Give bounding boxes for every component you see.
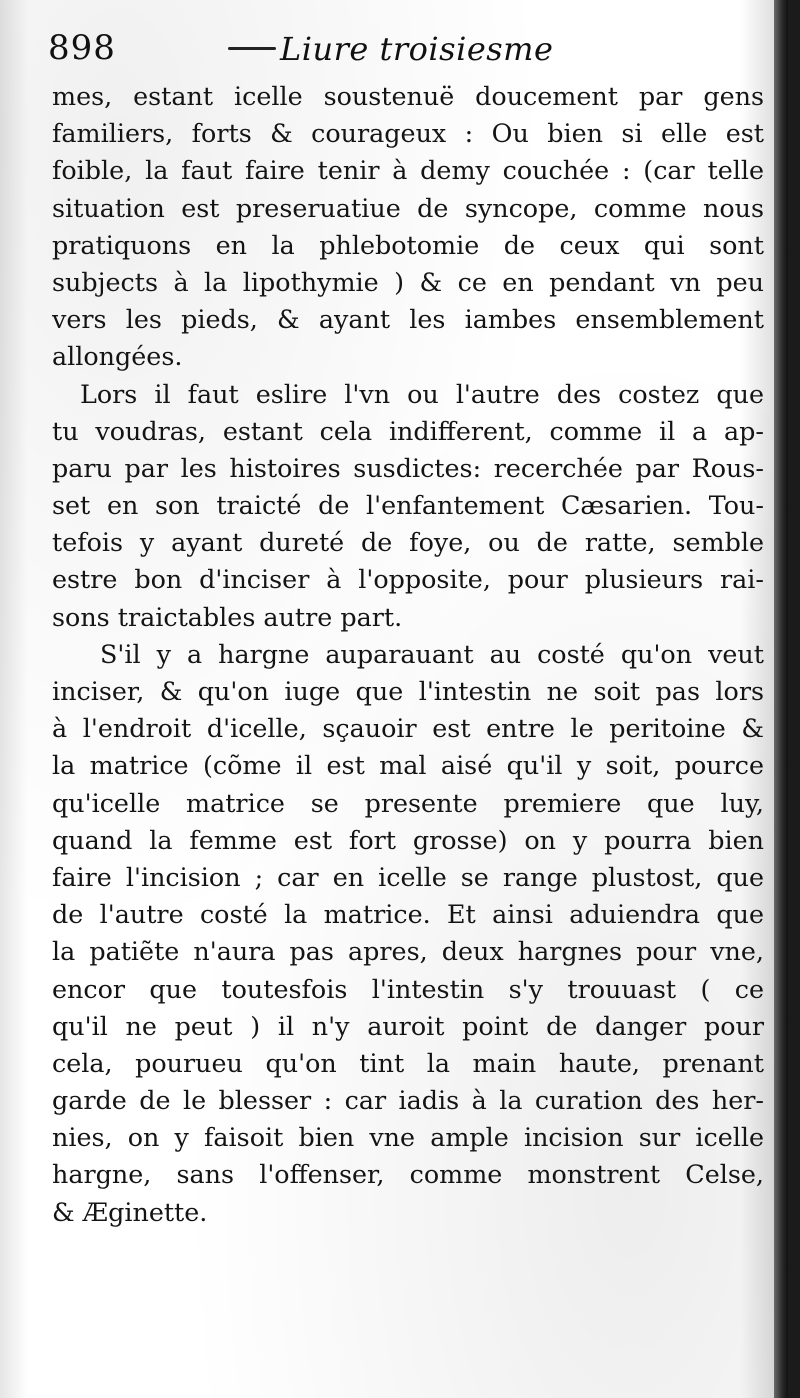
text-line: la patiẽte n'aura pas apres, deux hargnes pour vne, <box>52 936 764 967</box>
text-line: inciser, & qu'on iuge que l'intestin ne soit pas lors <box>52 676 764 706</box>
page-edge-shadow <box>774 0 788 1398</box>
text-line: pratiquons en la phlebotomie de ceux qui sont <box>52 229 764 260</box>
text-line: cela, pourueu qu'on tint la main haute, prenant <box>52 1047 764 1078</box>
text-line: tefois y ayant dureté de foye, ou de ratte, semble <box>52 527 764 558</box>
text-line: de l'autre costé la matrice. Et ainsi aduiendra que <box>52 899 764 930</box>
text-line: qu'icelle matrice se presente premiere que luy, <box>52 787 764 818</box>
text-line: qu'il ne peut ) il n'y auroit point de danger pour <box>52 1010 764 1041</box>
text-line: hargne, sans l'offenser, comme monstrent Celse, <box>52 1159 764 1190</box>
header-ornament <box>228 47 276 50</box>
text-line: faire l'incision ; car en icelle se range plustost, que <box>52 861 764 892</box>
text-line: foible, la faut faire tenir à demy couchée : (car telle <box>52 155 764 186</box>
text-line: mes, estant icelle soustenuë doucement par gens <box>52 81 764 111</box>
text-line: familiers, forts & courageux : Ou bien si elle est <box>52 118 764 149</box>
text-line: nies, on y faisoit bien vne ample incision sur icelle <box>52 1122 764 1153</box>
text-line: encor que toutesfois l'intestin s'y trouuast ( ce <box>52 973 764 1004</box>
body-text <box>52 78 764 1231</box>
text-line: la matrice (cõme il est mal aisé qu'il y soit, pource <box>52 750 764 781</box>
page-number: 898 <box>48 28 116 68</box>
text-line: & Æginette. <box>52 1196 208 1227</box>
text-line: estre bon d'inciser à l'opposite, pour plusieurs rai- <box>52 564 764 595</box>
text-line: vers les pieds, & ayant les iambes ensemblement <box>52 304 764 335</box>
text-line: quand la femme est fort grosse) on y pourra bien <box>52 824 764 855</box>
text-line: garde de le blesser : car iadis à la curation des her- <box>52 1085 764 1116</box>
text-line: sons traictables autre part. <box>52 601 403 632</box>
text-line: subjects à la lipothymie ) & ce en pendant vn peu <box>52 266 764 297</box>
text-line: situation est preseruatiue de syncope, comme nous <box>52 192 764 223</box>
text-line: S'il y a hargne auparauant au costé qu'on veut <box>100 638 764 669</box>
text-line: à l'endroit d'icelle, sçauoir est entre le peritoine & <box>52 713 764 744</box>
text-line: Lors il faut eslire l'vn ou l'autre des costez que <box>80 378 764 409</box>
page-header <box>48 28 748 78</box>
text-line: tu voudras, estant cela indifferent, comme il a ap- <box>52 415 764 446</box>
text-line: set en son traicté de l'enfantement Cæsarien. Tou- <box>52 490 764 521</box>
text-line: paru par les histoires susdictes: recerchée par Rous- <box>52 452 764 483</box>
running-head: Liure troisiesme <box>280 30 554 68</box>
text-line: allongées. <box>52 341 183 372</box>
